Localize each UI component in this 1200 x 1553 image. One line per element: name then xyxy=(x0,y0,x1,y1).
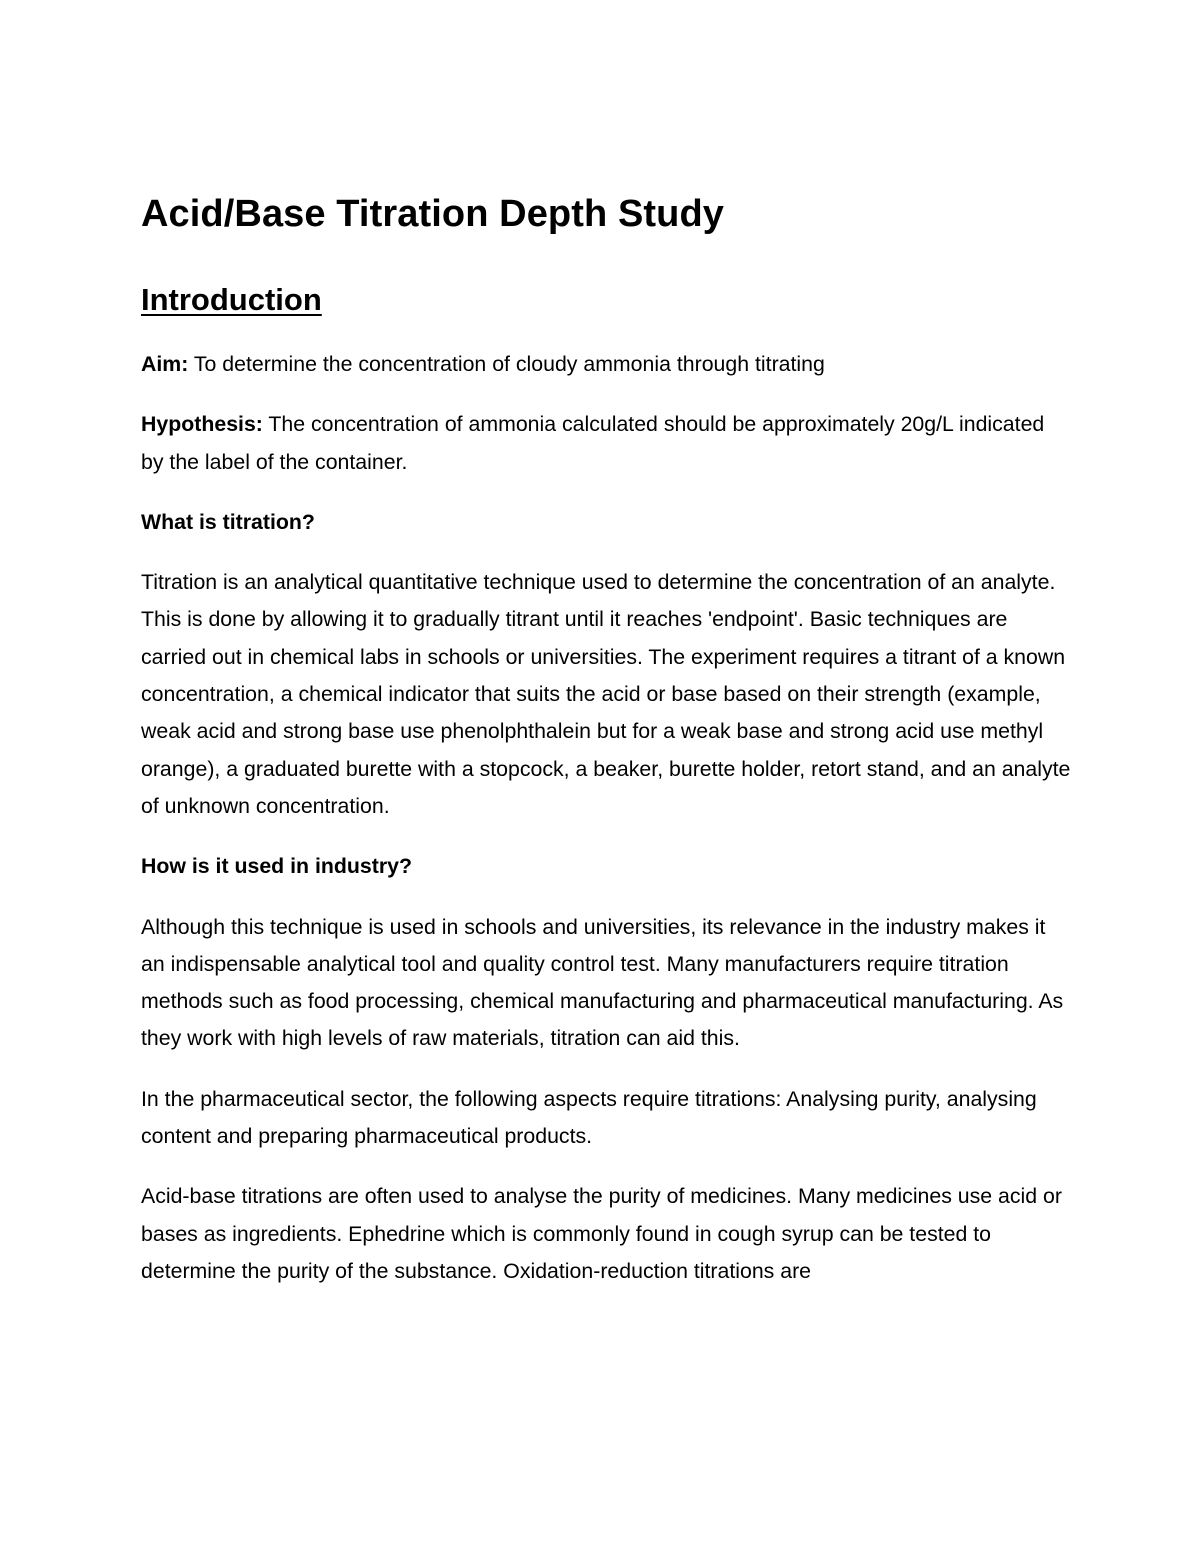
aim-label: Aim: xyxy=(141,352,189,376)
industry-paragraph: Although this technique is used in schools and universities, its relevance in the industry makes it an indispensable analytical tool and quality control test. Many manufacturers require titration methods such as food processing, chemical manufacturing and pharmaceutical manufacturing. As they work with high levels of raw materials, titration can aid this. xyxy=(141,914,1064,1051)
document-page xyxy=(141,190,1071,1290)
aim-paragraph xyxy=(141,346,1071,383)
industry-heading: How is it used in industry? xyxy=(141,854,412,879)
hypothesis-label: Hypothesis: xyxy=(141,412,263,437)
what-is-titration-heading: What is titration? xyxy=(141,509,315,534)
hypothesis-text: The concentration of ammonia calculated should be approximately 20g/L indicated by the label of the container. xyxy=(141,412,1045,474)
industry-paragraph: In the pharmaceutical sector, the following aspects require titrations: Analysing purity, analysing content and preparing pharmaceutical products. xyxy=(141,1086,1037,1149)
industry-paragraph: Acid-base titrations are often used to analyse the purity of medicines. Many medicines use acid or bases as ingredients. Ephedrine which is commonly found in cough syrup can be tested to determine the purity of the substance. Oxidation-reduction titrations are xyxy=(141,1184,1062,1283)
introduction-heading: Introduction xyxy=(141,282,322,317)
aim-text: To determine the concentration of cloudy ammonia through titrating xyxy=(188,352,825,376)
what-is-titration-body: Titration is an analytical quantitative technique used to determine the concentration of an analyte. This is done by allowing it to gradually titrant until it reaches 'endpoint'. Basic techniques are carried out in chemical labs in schools or universities. The experiment requires a titrant of a known concentration, a chemical indicator that suits the acid or base based on their strength (example, weak acid and strong base use phenolphthalein but for a weak base and strong acid use methyl orange), a graduated burette with a stopcock, a beaker, burette holder, retort stand, and an analyte of unknown concentration. xyxy=(141,570,1071,818)
hypothesis-paragraph xyxy=(141,406,1071,481)
document-title: Acid/Base Titration Depth Study xyxy=(141,193,725,235)
